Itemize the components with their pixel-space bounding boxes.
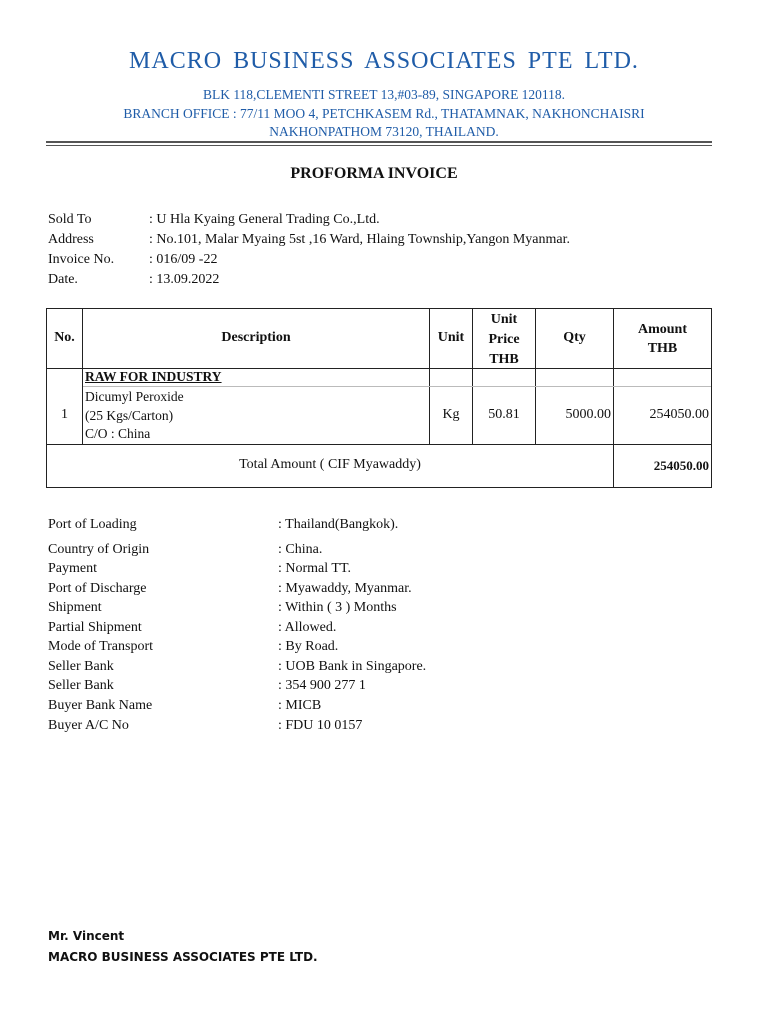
- item-no: 1: [61, 407, 68, 422]
- term-label: Port of Loading: [48, 517, 137, 532]
- document-title: PROFORMA INVOICE: [290, 165, 458, 182]
- signatory-name: Mr. Vincent: [48, 929, 125, 943]
- header-unit-price-line3: THB: [489, 352, 519, 367]
- term-value: : By Road.: [278, 639, 339, 654]
- term-value: : MICB: [278, 698, 322, 713]
- date-label: Date.: [48, 272, 78, 287]
- address-value: : No.101, Malar Myaing 5st ,16 Ward, Hlaing Township,Yangon Myanmar.: [149, 232, 570, 247]
- term-label: Shipment: [48, 600, 102, 615]
- company-address-line1: BLK 118,CLEMENTI STREET 13,#03-89, SINGAPORE 120118.: [202, 87, 566, 102]
- header-amount-line1: Amount: [637, 322, 687, 337]
- header-unit: Unit: [437, 330, 465, 345]
- signatory-company: MACRO BUSINESS ASSOCIATES PTE LTD.: [48, 950, 318, 964]
- header-unit-price: [473, 310, 535, 370]
- header-unit-price-line2: Price: [488, 332, 520, 347]
- item-description-line2: (25 Kgs/Carton): [85, 407, 174, 423]
- header-amount: [614, 320, 711, 358]
- company-address-line2: BRANCH OFFICE : 77/11 MOO 4, PETCHKASEM Rd., THATAMNAK, NAKHONCHAISRI: [123, 106, 645, 121]
- invoice-no-value: : 016/09 -22: [149, 252, 218, 267]
- company-name: MACRO BUSINESS ASSOCIATES PTE LTD.: [129, 48, 639, 74]
- term-value: : 354 900 277 1: [278, 678, 366, 693]
- term-label: Seller Bank: [48, 659, 114, 674]
- header-divider: [46, 141, 712, 143]
- term-value: : Normal TT.: [278, 561, 351, 576]
- header-qty: Qty: [563, 330, 586, 345]
- term-value: : UOB Bank in Singapore.: [278, 659, 427, 674]
- term-label: Payment: [48, 561, 97, 576]
- item-description-line1: Dicumyl Peroxide: [85, 389, 184, 404]
- invoice-no-label: Invoice No.: [48, 252, 115, 267]
- sold-to-value: : U Hla Kyaing General Trading Co.,Ltd.: [149, 212, 380, 227]
- section-row-divider: [83, 386, 711, 387]
- item-unit: Kg: [442, 407, 460, 422]
- term-label: Mode of Transport: [48, 639, 154, 654]
- section-label: RAW FOR INDUSTRY: [85, 369, 222, 384]
- item-amount: 254050.00: [649, 407, 709, 422]
- address-label: Address: [48, 232, 94, 247]
- term-value: : China.: [278, 542, 323, 557]
- header-description: Description: [221, 330, 291, 345]
- term-value: : Allowed.: [278, 620, 337, 635]
- company-address-line3: NAKHONPATHOM 73120, THAILAND.: [269, 124, 499, 139]
- header-amount-line2: THB: [647, 341, 678, 356]
- term-label: Port of Discharge: [48, 581, 147, 596]
- term-label: Buyer A/C No: [48, 718, 129, 733]
- item-description: [85, 388, 184, 444]
- header-unit-price-line1: Unit: [490, 312, 518, 327]
- total-label: Total Amount ( CIF Myawaddy): [239, 457, 421, 472]
- term-label: Partial Shipment: [48, 620, 142, 635]
- total-row-divider: [47, 444, 711, 445]
- total-value: 254050.00: [653, 458, 709, 473]
- term-label: Country of Origin: [48, 542, 150, 557]
- date-value: : 13.09.2022: [149, 272, 220, 287]
- item-description-line3: C/O : China: [85, 426, 151, 441]
- sold-to-label: Sold To: [48, 212, 92, 227]
- header-divider-thin: [46, 145, 712, 146]
- item-unit-price: 50.81: [488, 407, 520, 422]
- invoice-table: [46, 308, 712, 488]
- item-qty: 5000.00: [565, 407, 611, 422]
- term-value: : FDU 10 0157: [278, 718, 363, 733]
- term-value: : Within ( 3 ) Months: [278, 600, 397, 615]
- term-label: Seller Bank: [48, 678, 114, 693]
- term-value: : Myawaddy, Myanmar.: [278, 581, 412, 596]
- header-no: No.: [54, 330, 75, 345]
- term-label: Buyer Bank Name: [48, 698, 153, 713]
- term-value: : Thailand(Bangkok).: [278, 517, 399, 532]
